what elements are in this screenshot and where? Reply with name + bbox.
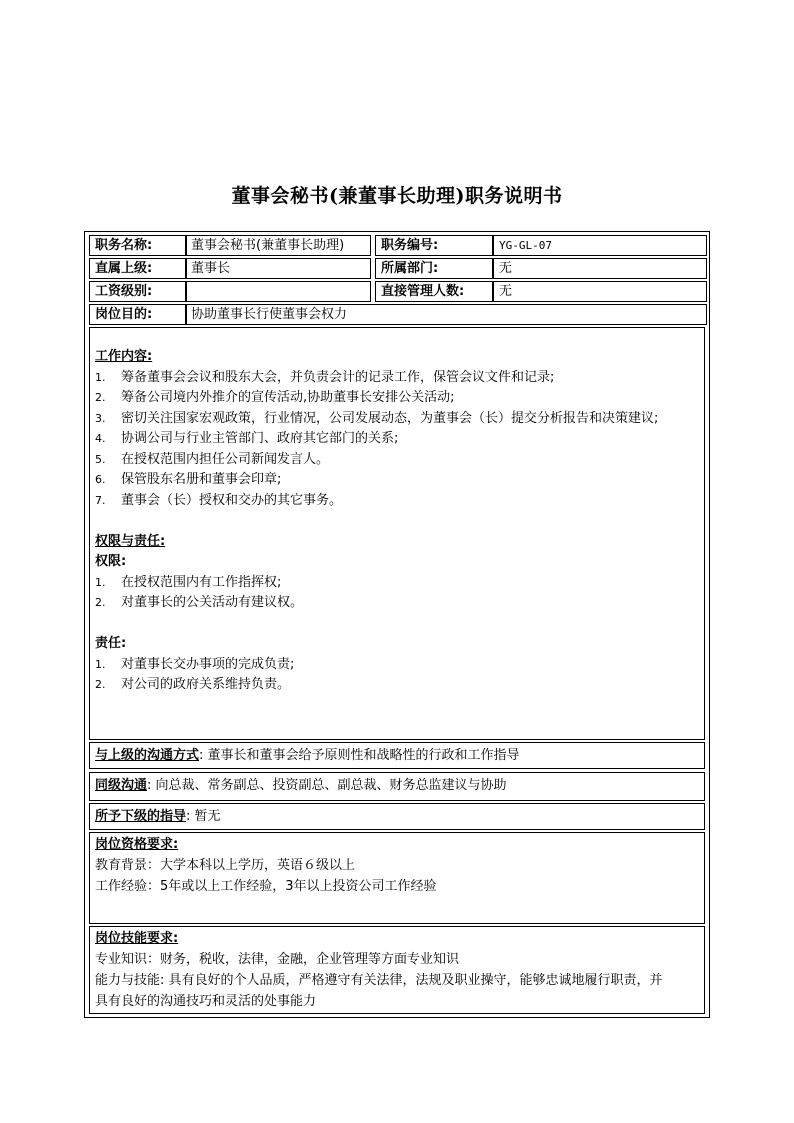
dept-value: 无 [493,258,707,279]
comm-up-label: 与上级的沟通方式 [95,748,200,763]
subordinates-value: 无 [493,281,707,302]
duty-item: 1. 对董事长交办事项的完成负责; [95,656,295,672]
comm-peer-text: : 向总裁、常务副总、投资副总、副总裁、财务总监建议与协助 [147,778,507,793]
job-description-table [84,231,710,1018]
work-item: 1. 筹备董事会会议和股东大会，并负责会计的记录工作，保管会议文件和记录; [95,369,555,385]
duty-item: 2. 对公司的政府关系维持负责。 [95,677,291,692]
duties-heading: 责任: [95,636,127,651]
ability-requirement-line-1: 能力与技能: 具有良好的个人品质，严格遵守有关法律，法规及职业操守，能够忠诚地履行职责，并 [95,973,663,988]
experience-requirement: 工作经验：5年或以上工作经验，3年以上投资公司工作经验 [95,879,437,894]
duties-section [89,327,705,740]
comm-down-text: : 暂无 [186,809,221,824]
subordinates-label: 直接管理人数: [375,281,493,302]
work-heading: 工作内容: [95,349,153,364]
powers-heading: 权限: [95,554,127,569]
knowledge-requirement: 专业知识：财务，税收，法律，金融，企业管理等方面专业知识 [95,952,460,967]
dept-label: 所属部门: [375,258,493,279]
salary-label: 工资级别: [89,281,187,302]
comm-peer-row [89,772,705,801]
purpose-value: 协助董事长行使董事会权力 [185,304,707,325]
ability-requirement-line-2: 具有良好的沟通技巧和灵活的处事能力 [95,994,317,1009]
work-item: 5. 在授权范围内担任公司新闻发言人。 [95,451,330,467]
work-list [95,368,699,512]
comm-down-label: 所予下级的指导 [95,809,187,824]
skills-heading: 岗位技能要求: [95,931,179,946]
power-item: 2. 对董事长的公关活动有建议权。 [95,595,304,610]
salary-value [185,281,371,302]
purpose-label: 岗位目的: [89,304,187,325]
superior-label: 直属上级: [89,258,187,279]
work-item: 2. 筹备公司境内外推介的宣传活动,协助董事长安排公关活动; [95,390,455,405]
comm-down-row [89,803,705,830]
job-name-value: 董事会秘书(兼董事长助理) [185,235,371,256]
education-requirement: 教育背景：大学本科以上学历，英语６级以上 [95,858,356,873]
skills-section [89,926,705,1014]
job-code-label: 职务编号: [375,235,493,256]
work-item: 7. 董事会（长）授权和交办的其它事务。 [95,492,343,508]
qualification-section [89,832,705,924]
comm-up-row [89,742,705,769]
qualification-heading: 岗位资格要求: [95,837,179,852]
power-item: 1. 在授权范围内有工作指挥权; [95,574,282,590]
authority-heading: 权限与责任: [95,533,166,549]
work-item: 4. 协调公司与行业主管部门、政府其它部门的关系; [95,431,399,446]
work-item: 3. 密切关注国家宏观政策，行业情况，公司发展动态，为董事会（长）提交分析报告和决策建议; [95,410,659,426]
document-title: 董事会秘书(兼董事长助理)职务说明书 [231,185,563,207]
comm-peer-label: 同级沟通 [95,778,148,793]
superior-value: 董事长 [185,258,371,279]
comm-up-text: : 董事长和董事会给予原则性和战略性的行政和工作指导 [199,748,520,763]
job-code-value: YG-GL-07 [493,235,707,256]
work-item: 6. 保管股东名册和董事会印章; [95,472,282,487]
job-name-label: 职务名称: [89,235,187,256]
